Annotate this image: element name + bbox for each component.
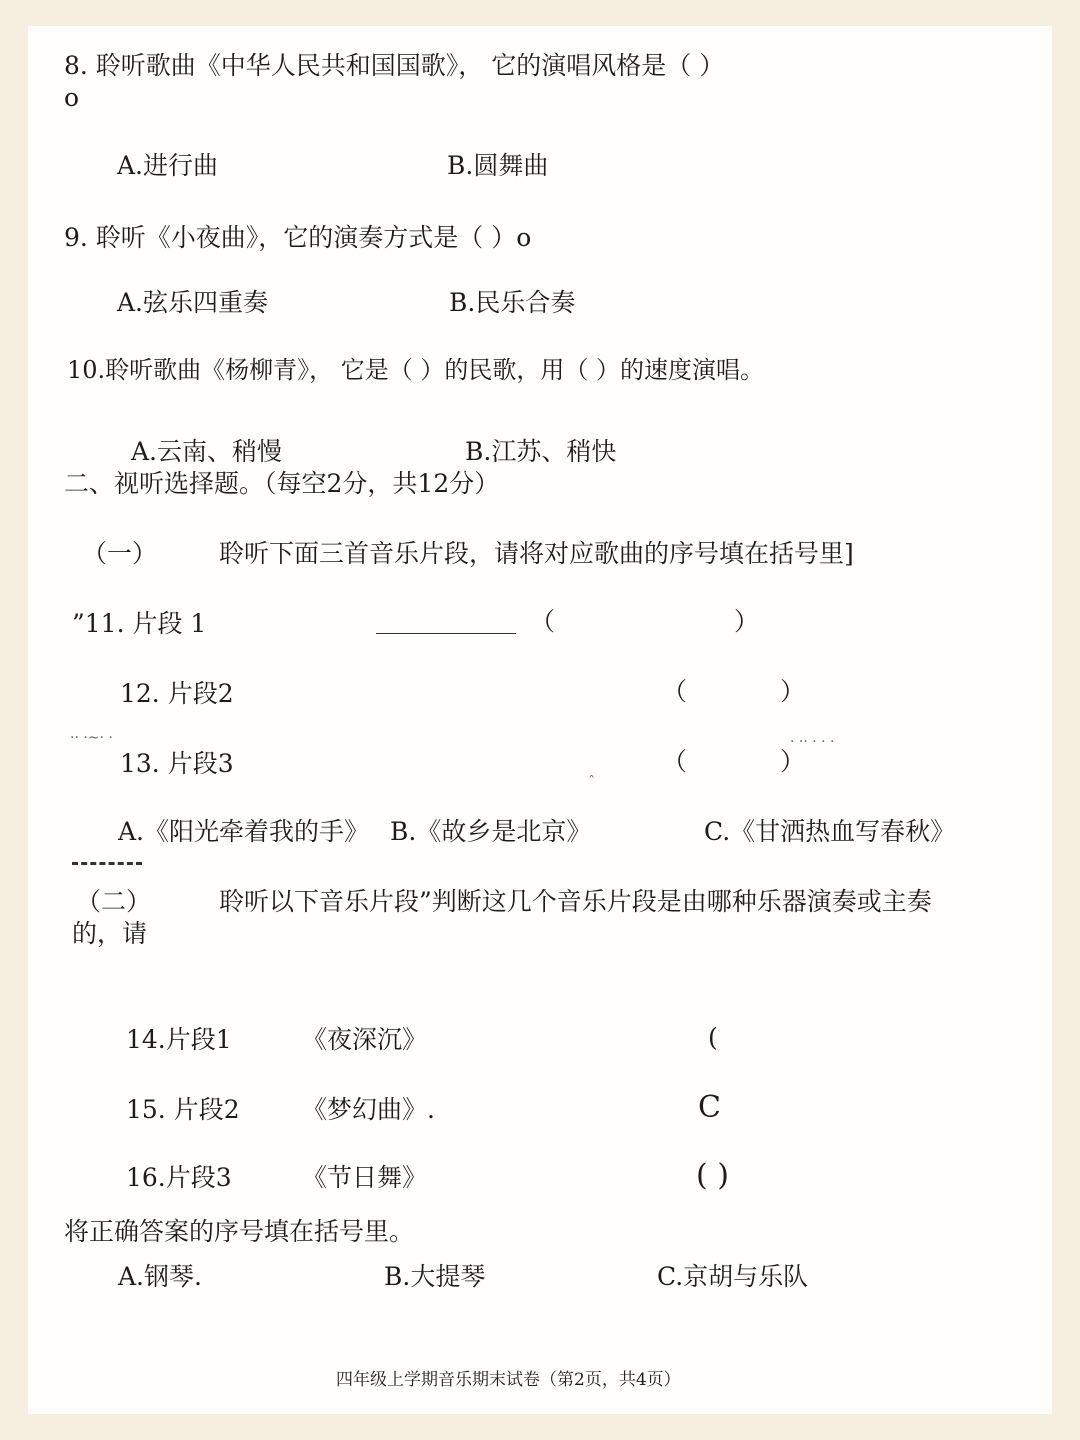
question-9-text: 9. 聆听《小夜曲》，它的演奏方式是（ ）o [64, 223, 532, 252]
scan-artifact: · ·· · · · [790, 734, 835, 750]
question-9-option-a: A.弦乐四重奏 [117, 288, 269, 317]
part-2-tail-instruction: 将正确答案的序号填在括号里。 [64, 1217, 415, 1246]
item-11-answer-line [376, 633, 516, 634]
item-16-label: 16.片段3 [126, 1163, 232, 1192]
part-1-instruction: 聆听下面三首音乐片段，请将对应歌曲的序号填在括号里] [219, 539, 854, 568]
item-12-paren-close: ） [780, 677, 806, 706]
question-8-continuation: o [64, 83, 80, 112]
part-2-option-b: B.大提琴 [384, 1262, 486, 1291]
item-16-title: 《节日舞》 [302, 1163, 428, 1192]
item-12-paren-open: （ [662, 677, 688, 706]
item-14-title: 《夜深沉》 [302, 1025, 428, 1054]
part-1-option-a: A.《阳光牵着我的手》 [118, 817, 370, 846]
item-11-label: ”11. 片段 1 [72, 609, 207, 638]
part-1-option-b: B.《故乡是北京》 [390, 817, 592, 846]
part-1-option-c: C.《甘洒热血写春秋》 [704, 817, 956, 846]
part-2-instruction: 聆听以下音乐片段”判断这几个音乐片段是由哪种乐器演奏或主奏 [219, 887, 932, 916]
part-2-instruction-continuation: 的，请 [72, 919, 148, 948]
item-14-label: 14.片段1 [126, 1025, 232, 1054]
part-2-option-c: C.京胡与乐队 [657, 1262, 809, 1291]
item-15-label: 15. 片段2 [126, 1095, 240, 1124]
part-1-label: （一） [82, 539, 158, 568]
item-13-paren-close: ） [780, 747, 806, 776]
question-10-option-b: B.江苏、稍快 [465, 437, 617, 466]
question-8-option-a: A.进行曲 [117, 151, 219, 180]
item-15-title: 《梦幻曲》. [302, 1095, 435, 1124]
page-footer: 四年级上学期音乐期末试卷（第2页，共4页） [336, 1370, 681, 1390]
item-15-answer: C [698, 1090, 721, 1125]
item-16-answer: ( ) [696, 1158, 729, 1193]
section-2-title: 二、视听选择题。（每空2分，共12分） [64, 469, 500, 498]
item-11-paren-open: （ [530, 607, 556, 636]
part-2-label: （二） [76, 887, 152, 916]
question-10-text: 10.聆听歌曲《杨柳青》， 它是（ ）的民歌，用（ ）的速度演唱。 [67, 356, 765, 384]
item-13-paren-open: （ [662, 747, 688, 776]
item-14-answer: ( [708, 1023, 718, 1052]
scan-artifact: ·· ·~· · [70, 730, 113, 746]
part-2-option-a: A.钢琴. [118, 1262, 202, 1291]
question-8-option-b: B.圆舞曲 [447, 151, 549, 180]
scan-dash-artifact [72, 862, 142, 865]
question-10-option-a: A.云南、稍慢 [131, 437, 283, 466]
scan-artifact: ˆ [588, 774, 595, 790]
item-13-label: 13. 片段3 [120, 749, 234, 778]
question-9-option-b: B.民乐合奏 [449, 288, 576, 317]
item-11-paren-close: ） [734, 607, 760, 636]
item-12-label: 12. 片段2 [120, 679, 234, 708]
question-8-text: 8. 聆听歌曲《中华人民共和国国歌》， 它的演唱风格是（ ） [64, 51, 725, 80]
